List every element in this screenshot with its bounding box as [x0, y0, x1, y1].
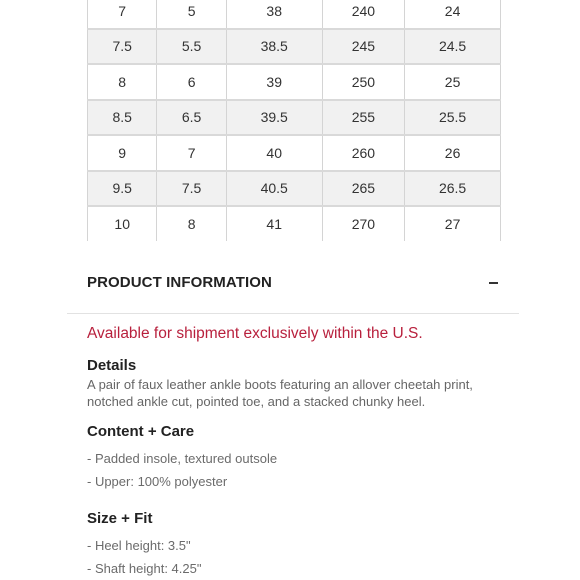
table-cell: 24.5 [405, 29, 501, 65]
table-cell: 40.5 [226, 171, 322, 207]
size-fit-heading: Size + Fit [87, 510, 153, 527]
table-cell: 7.5 [88, 29, 157, 65]
table-cell: 5.5 [157, 29, 226, 65]
content-care-item: - Padded insole, textured outsole [87, 451, 278, 466]
product-information-title: PRODUCT INFORMATION [87, 273, 272, 291]
table-cell: 8 [88, 64, 157, 100]
table-cell: 10 [88, 206, 157, 241]
size-fit-item: - Shaft height: 4.25" [87, 561, 202, 576]
table-row [88, 135, 501, 171]
table-cell: 38 [226, 0, 322, 29]
table-cell: 250 [322, 64, 405, 100]
details-description: A pair of faux leather ankle boots featuring an allover cheetah print, notched ankle cut, pointed toe, and a stacked chunky heel. [87, 377, 473, 409]
table-cell: 27 [405, 206, 501, 241]
product-information-header[interactable] [87, 270, 501, 294]
table-cell: 260 [322, 135, 405, 171]
table-cell: 240 [322, 0, 405, 29]
table-cell: 39 [226, 64, 322, 100]
table-cell: 9.5 [88, 171, 157, 207]
content-care-heading: Content + Care [87, 423, 195, 440]
table-cell: 7 [157, 135, 226, 171]
table-cell: 39.5 [226, 100, 322, 136]
table-cell: 38.5 [226, 29, 322, 65]
details-heading: Details [87, 357, 137, 374]
section-divider [67, 313, 519, 314]
table-cell: 25 [405, 64, 501, 100]
table-row [88, 29, 501, 65]
table-cell: 40 [226, 135, 322, 171]
table-cell: 5 [157, 0, 226, 29]
table-cell: 8 [157, 206, 226, 241]
size-chart-body [88, 0, 501, 241]
table-cell: 270 [322, 206, 405, 241]
table-row [88, 0, 501, 29]
table-cell: 24 [405, 0, 501, 29]
shipment-notice: Available for shipment exclusively within the U.S. [87, 325, 423, 342]
table-cell: 41 [226, 206, 322, 241]
table-row [88, 64, 501, 100]
table-cell: 7.5 [157, 171, 226, 207]
table-row [88, 100, 501, 136]
table-cell: 26.5 [405, 171, 501, 207]
table-cell: 25.5 [405, 100, 501, 136]
table-cell: 245 [322, 29, 405, 65]
content-care-item: - Upper: 100% polyester [87, 474, 228, 489]
size-chart-table [87, 0, 501, 241]
table-row [88, 206, 501, 241]
table-cell: 265 [322, 171, 405, 207]
table-cell: 6 [157, 64, 226, 100]
table-cell: 7 [88, 0, 157, 29]
table-cell: 6.5 [157, 100, 226, 136]
table-cell: 255 [322, 100, 405, 136]
table-cell: 9 [88, 135, 157, 171]
table-row [88, 171, 501, 207]
size-fit-item: - Heel height: 3.5" [87, 538, 191, 553]
table-cell: 8.5 [88, 100, 157, 136]
table-cell: 26 [405, 135, 501, 171]
minus-icon[interactable] [489, 276, 499, 288]
